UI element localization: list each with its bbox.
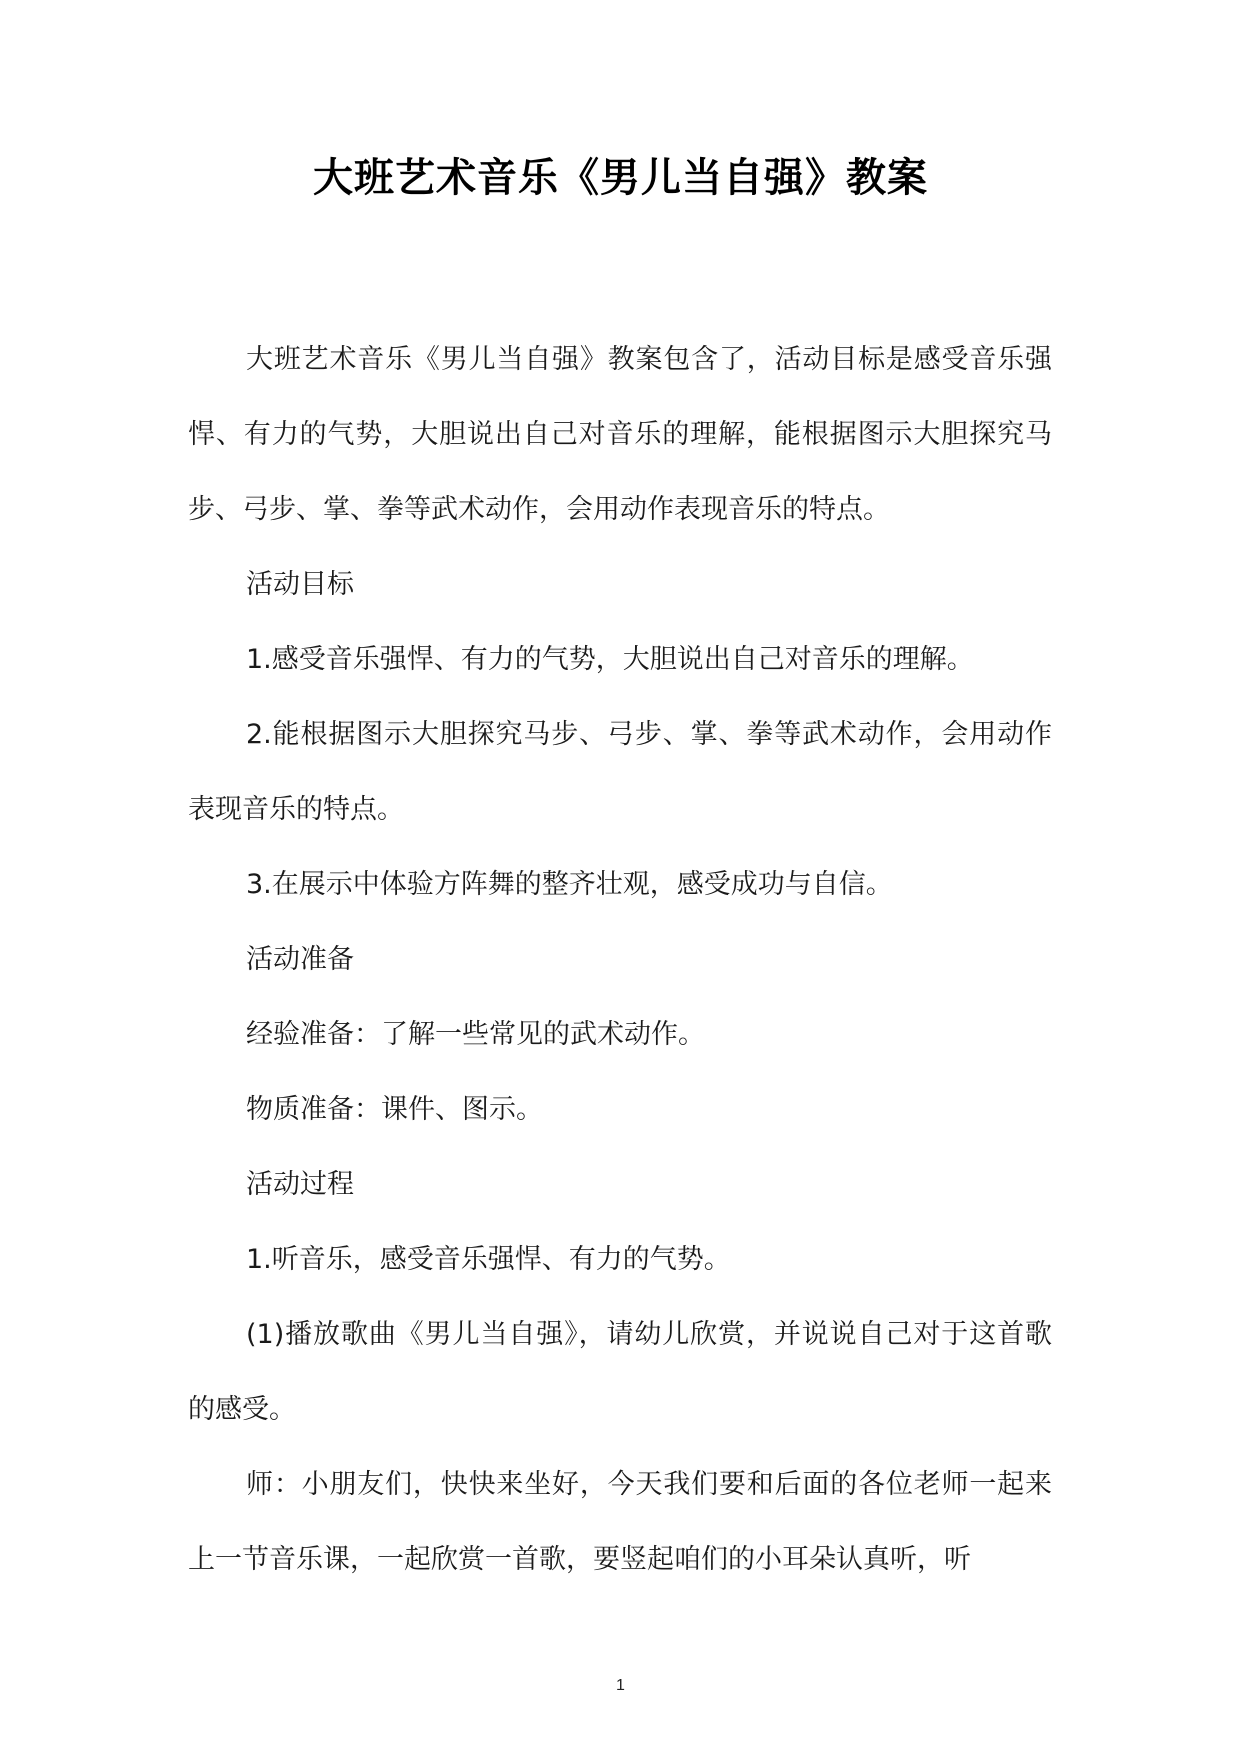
preparation-materials: 物质准备：课件、图示。 bbox=[246, 1094, 543, 1125]
section-heading-process: 活动过程 bbox=[246, 1169, 354, 1200]
document-body bbox=[188, 322, 1052, 1597]
teacher-dialogue: 师：小朋友们，快快来坐好，今天我们要和后面的各位老师一起来上一节音乐课，一起欣赏一首歌，要竖起咱们的小耳朵认真听，听 bbox=[188, 1469, 1052, 1575]
section-heading-preparation: 活动准备 bbox=[246, 944, 354, 975]
preparation-experience: 经验准备：了解一些常见的武术动作。 bbox=[246, 1019, 705, 1050]
intro-paragraph: 大班艺术音乐《男儿当自强》教案包含了，活动目标是感受音乐强悍、有力的气势，大胆说出自己对音乐的理解，能根据图示大胆探究马步、弓步、掌、拳等武术动作，会用动作表现音乐的特点。 bbox=[188, 344, 1052, 525]
process-step-1-sub-1: (1)播放歌曲《男儿当自强》，请幼儿欣赏，并说说自己对于这首歌的感受。 bbox=[188, 1319, 1052, 1425]
goal-item-1: 1.感受音乐强悍、有力的气势，大胆说出自己对音乐的理解。 bbox=[246, 644, 974, 675]
goal-item-2: 2.能根据图示大胆探究马步、弓步、掌、拳等武术动作，会用动作表现音乐的特点。 bbox=[188, 719, 1052, 825]
document-title: 大班艺术音乐《男儿当自强》教案 bbox=[313, 155, 928, 201]
goal-item-3: 3.在展示中体验方阵舞的整齐壮观，感受成功与自信。 bbox=[246, 869, 893, 900]
process-step-1: 1.听音乐，感受音乐强悍、有力的气势。 bbox=[246, 1244, 731, 1275]
page-number: 1 bbox=[616, 1677, 625, 1694]
section-heading-goals: 活动目标 bbox=[246, 569, 354, 600]
